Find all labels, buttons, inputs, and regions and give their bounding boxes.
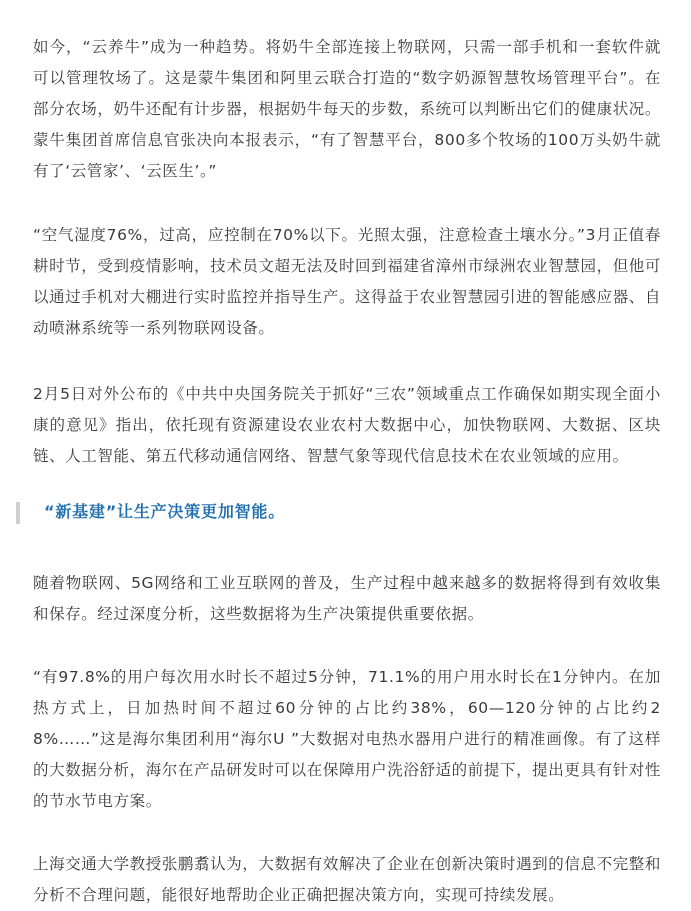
paragraph-smart-garden: “空气湿度76%，过高，应控制在70%以下。光照太强，注意检查土壤水分。”3月正值春耕时节，受到疫情影响，技术员文超无法及时回到福建省漳州市绿洲农业智慧园，但他可以通过手机对大棚进行实时监控并指导生产。这得益于农业智慧园引进的智能感应器、自动喷淋系统等一系列物联网设备。 [33, 226, 661, 337]
paragraph-professor-opinion: 上海交通大学教授张鹏翥认为，大数据有效解决了企业在创新决策时遇到的信息不完整和分析不合理问题，能很好地帮助企业正确把握决策方向，实现可持续发展。 [33, 855, 661, 904]
paragraph-iot-data: 随着物联网、5G网络和工业互联网的普及，生产过程中越来越多的数据将得到有效收集和保存。经过深度分析，这些数据将为生产决策提供重要依据。 [33, 574, 661, 623]
heading-accent-bar [16, 502, 20, 524]
section-heading [16, 494, 661, 532]
paragraph-cloud-cattle: 如今，“云养牛”成为一种趋势。将奶牛全部连接上物联网，只需一部手机和一套软件就可以管理牧场了。这是蒙牛集团和阿里云联合打造的“数字奶源智慧牧场管理平台”。在部分农场，奶牛还配有计步器，根据奶牛每天的步数，系统可以判断出它们的健康状况。蒙牛集团首席信息官张决向本报表示，“有了智慧平台，800多个牧场的100万头奶牛就有了‘云管家’、‘云医生’。” [33, 38, 661, 180]
paragraph-haier-big-data: “有97.8%的用户每次用水时长不超过5分钟，71.1%的用户用水时长在1分钟内。在加热方式上，日加热时间不超过60分钟的占比约38%，60—120分钟的占比约28%……”这是海尔集团利用“海尔U ”大数据对电热水器用户进行的精准画像。有了这样的大数据分析，海尔在产品研发时可以在保障用户洗浴舒适的前提下，提出更具有针对性的节水节电方案。 [33, 668, 661, 810]
heading-text: “新基建”让生产决策更加智能。 [44, 502, 286, 521]
article-body [33, 32, 661, 911]
paragraph-policy-document: 2月5日对外公布的《中共中央国务院关于抓好“三农”领域重点工作确保如期实现全面小康的意见》指出，依托现有资源建设农业农村大数据中心，加快物联网、大数据、区块链、人工智能、第五代移动通信网络、智慧气象等现代信息技术在农业领域的应用。 [33, 385, 661, 465]
